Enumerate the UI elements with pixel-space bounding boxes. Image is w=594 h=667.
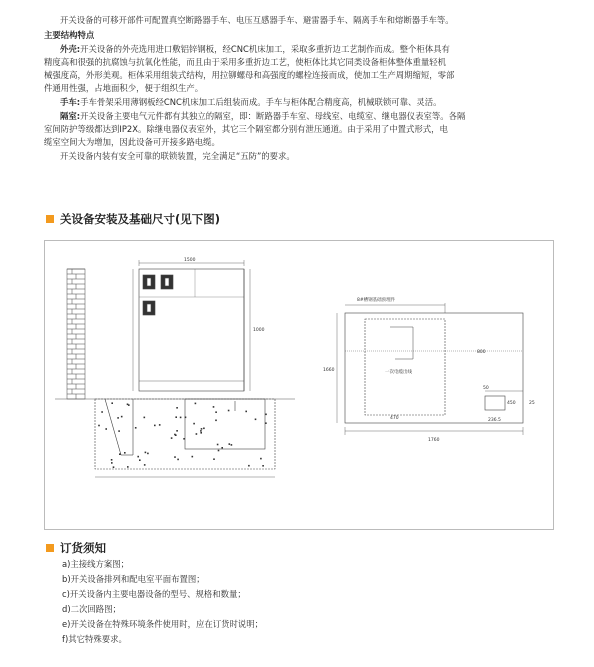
dim-1500: 1500 xyxy=(184,258,196,263)
feature-truck-label: 手车: xyxy=(60,97,81,107)
concrete-dot xyxy=(176,407,178,409)
concrete-dot xyxy=(139,459,141,461)
order-item: a)主接线方案图； xyxy=(62,559,130,569)
concrete-dot xyxy=(183,438,185,440)
order-item: e)开关设备在特殊环境条件使用时，应在订货时说明； xyxy=(62,619,264,629)
concrete-dot xyxy=(174,434,176,436)
concrete-dot xyxy=(144,417,146,419)
concrete-dot xyxy=(117,417,119,419)
concrete-dot xyxy=(111,402,113,404)
cabinet-side-view xyxy=(133,260,250,391)
concrete-dot xyxy=(98,425,100,427)
concrete-dot xyxy=(135,427,137,429)
concrete-dot xyxy=(171,437,173,439)
concrete-dot xyxy=(196,433,198,435)
concrete-dot xyxy=(176,430,178,432)
concrete-dot xyxy=(213,406,215,408)
concrete-dot xyxy=(185,417,187,419)
feature-compartment-line: 开关设备主要电气元件都有其独立的隔室，即：断路器手车室、母线室、电缆室、继电器仪表室等。各隔 xyxy=(80,111,466,121)
order-item: f)其它特殊要求。 xyxy=(62,634,127,644)
concrete-dot xyxy=(174,456,176,458)
dim-50: 50 xyxy=(483,386,489,391)
concrete-dot xyxy=(245,411,247,413)
interlock-paragraph: 开关设备内装有安全可靠的联锁装置，完全满足“五防”的要求。 xyxy=(60,151,295,161)
concrete-dot xyxy=(200,432,202,434)
dim-1000: 1000 xyxy=(253,328,265,333)
dim-800: 800 xyxy=(477,350,486,355)
concrete-texture xyxy=(98,402,267,468)
concrete-dot xyxy=(147,453,149,455)
installation-drawing xyxy=(45,241,553,529)
concrete-dot xyxy=(248,465,250,467)
feature-compartment-line: 室间防护等级都达到IP2X。除继电器仪表室外，其它三个隔室都分别有泄压通道。由于采用了中置式形式，电 xyxy=(44,124,448,134)
concrete-dot xyxy=(180,417,182,419)
concrete-dot xyxy=(144,464,146,466)
concrete-dot xyxy=(145,452,147,454)
concrete-dot xyxy=(127,404,129,406)
orange-square-icon xyxy=(46,544,54,552)
concrete-dot xyxy=(217,444,219,446)
foundation-pit xyxy=(95,399,275,477)
feature-compartment-line: 缆室空间大为增加，因此设备可开接多路电缆。 xyxy=(44,137,220,147)
dim-450: 450 xyxy=(507,401,516,406)
feature-shell-line: 械强度高，外形美观。柜体采用组装式结构，用拉铆螺母和高强度的螺栓连接而成，使加工生产周期缩短，零部 xyxy=(44,70,455,80)
orange-square-icon xyxy=(46,215,54,223)
concrete-dot xyxy=(124,452,126,454)
concrete-dot xyxy=(111,462,113,464)
concrete-dot xyxy=(213,458,215,460)
concrete-dot xyxy=(255,419,257,421)
section-installation-title: 关设备安装及基础尺寸(见下图) xyxy=(60,212,221,226)
concrete-dot xyxy=(111,459,113,461)
concrete-dot xyxy=(175,416,177,418)
concrete-dot xyxy=(262,465,264,467)
section-order-title: 订货须知 xyxy=(60,541,106,555)
order-item: c)开关设备内主要电器设备的型号、规格和数量； xyxy=(62,589,246,599)
label-steel-base: 8#槽钢基础预埋件 xyxy=(357,298,396,303)
concrete-dot xyxy=(231,444,233,446)
dim-25: 25 xyxy=(529,401,535,406)
concrete-dot xyxy=(137,456,139,458)
concrete-dot xyxy=(101,411,103,413)
label-cable-exit: 一次电缆出线 xyxy=(385,370,412,375)
feature-shell-line: 开关设备的外壳选用进口敷铝锌钢板，经CNC机床加工，采取多重折边工艺制作而成。整个柜体具有 xyxy=(80,44,450,54)
feature-shell-line: 精度高和很强的抗腐蚀与抗氧化性能，而且由于采用多重折边工艺，使柜体比其它同类设备柜体整体重量轻机 xyxy=(44,57,446,67)
concrete-dot xyxy=(200,430,202,432)
foundation-plan-view xyxy=(337,303,523,435)
dim-1660: 1660 xyxy=(323,368,335,373)
concrete-dot xyxy=(215,420,217,422)
concrete-dot xyxy=(193,423,195,425)
concrete-dot xyxy=(118,430,120,432)
concrete-dot xyxy=(119,453,121,455)
concrete-dot xyxy=(229,443,231,445)
dim-236: 236.5 xyxy=(488,418,501,423)
concrete-dot xyxy=(113,466,115,468)
features-heading: 主要结构特点 xyxy=(44,30,95,40)
feature-truck-line: 手车骨架采用薄钢板经CNC机床加工后组装而成。手车与柜体配合精度高，机械联锁可靠、灵活。 xyxy=(80,97,442,107)
section-order-heading xyxy=(46,540,106,556)
concrete-dot xyxy=(215,411,217,413)
section-installation-heading xyxy=(46,211,220,227)
dim-1760: 1760 xyxy=(428,438,440,443)
concrete-dot xyxy=(192,456,194,458)
installation-diagram xyxy=(44,240,554,530)
concrete-dot xyxy=(159,424,161,426)
concrete-dot xyxy=(221,447,223,449)
concrete-dot xyxy=(121,416,123,418)
concrete-dot xyxy=(260,458,262,460)
concrete-dot xyxy=(265,422,267,424)
concrete-dot xyxy=(218,450,220,452)
intro-paragraph: 开关设备的可移开部件可配置真空断路器手车、电压互感器手车、避雷器手车、隔离手车和熔断器手车等。 xyxy=(60,15,454,25)
feature-shell-label: 外壳: xyxy=(60,44,81,54)
concrete-dot xyxy=(154,425,156,427)
concrete-dot xyxy=(228,410,230,412)
feature-shell-line: 件通用性强，占地面积少，便于组织生产。 xyxy=(44,83,204,93)
dim-470: 470 xyxy=(390,416,399,421)
order-item: d)二次回路图； xyxy=(62,604,121,614)
order-item: b)开关设备排列和配电室平面布置图； xyxy=(62,574,205,584)
concrete-dot xyxy=(177,459,179,461)
concrete-dot xyxy=(195,403,197,405)
brick-wall xyxy=(67,269,85,399)
concrete-dot xyxy=(265,414,267,416)
concrete-dot xyxy=(127,466,129,468)
concrete-dot xyxy=(201,428,203,430)
feature-compartment-label: 隔室: xyxy=(60,111,81,121)
concrete-dot xyxy=(105,428,107,430)
concrete-dot xyxy=(203,428,205,430)
